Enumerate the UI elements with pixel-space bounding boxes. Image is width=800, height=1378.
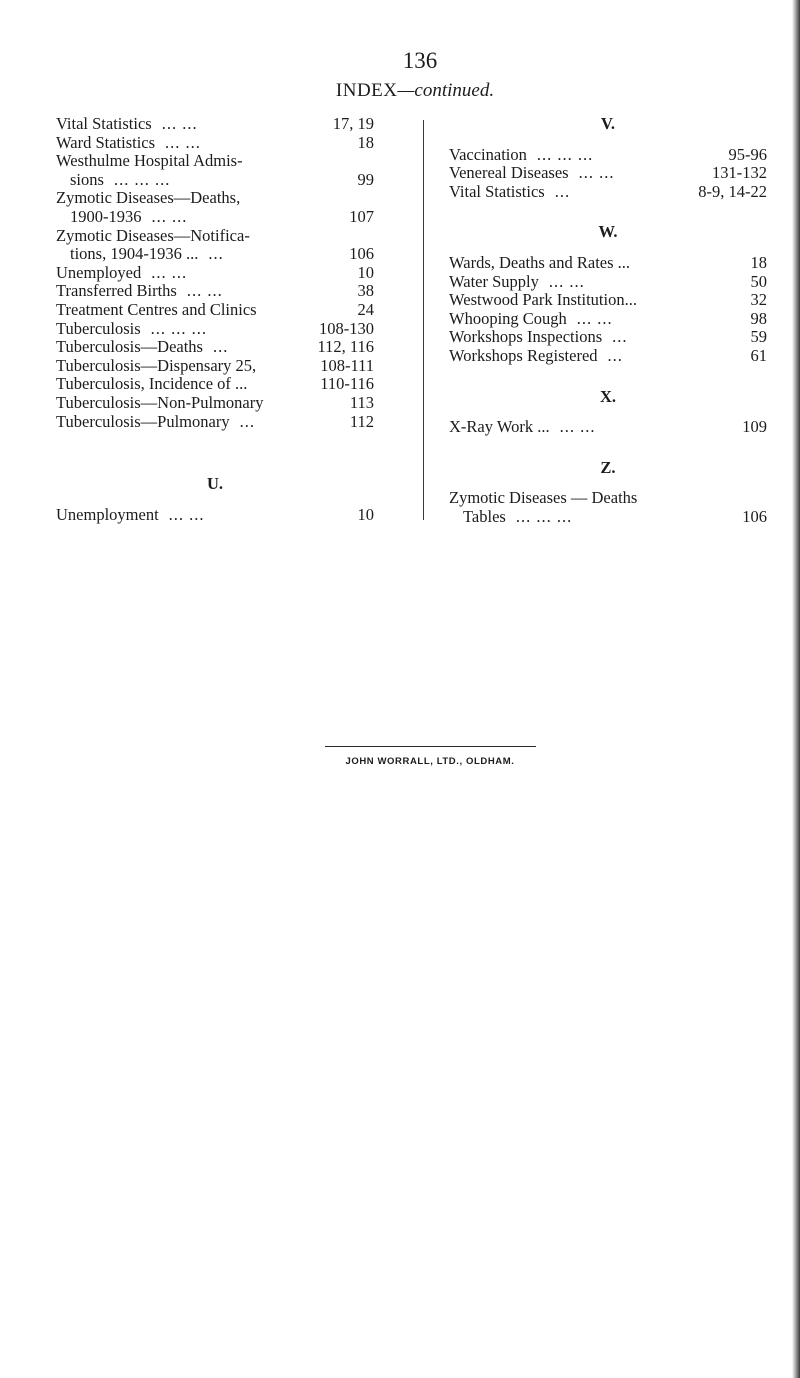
index-entry xyxy=(449,146,767,165)
index-entry-pages: 18 xyxy=(357,132,374,152)
index-entry-label: Water Supply xyxy=(449,271,539,291)
index-entry-first-line xyxy=(56,227,374,246)
index-entry-pages: 95-96 xyxy=(728,144,767,164)
section-letter: W. xyxy=(598,222,618,242)
index-entry-continuation-text: sions xyxy=(70,169,104,189)
index-entry-leader-dots: ... ... xyxy=(165,132,201,152)
index-entry-continuation xyxy=(56,171,374,190)
index-entry xyxy=(449,164,767,183)
index-entry-pages: 10 xyxy=(357,504,374,524)
index-entry xyxy=(56,301,374,320)
index-entry xyxy=(56,282,374,301)
index-entry-leader-dots: ... ... xyxy=(161,114,198,133)
index-entry-label: Venereal Diseases xyxy=(449,163,569,183)
index-entry-label: Vaccination xyxy=(449,144,527,164)
index-entry-first-line xyxy=(56,189,374,208)
index-title-main: INDEX xyxy=(335,80,398,101)
section-letter: X. xyxy=(599,386,617,406)
index-entry-pages: 112 xyxy=(349,411,374,431)
index-entry xyxy=(56,115,374,134)
index-entry-pages: 110-116 xyxy=(320,374,374,394)
index-entry xyxy=(56,134,374,153)
index-entry-leader-dots: ... xyxy=(239,411,255,431)
index-entry xyxy=(56,506,374,525)
index-entry-continuation xyxy=(56,245,374,264)
index-entry-pages: 98 xyxy=(750,308,767,328)
index-entry-leader-dots: ... ... xyxy=(559,417,596,437)
index-entry-label: Workshops Inspections xyxy=(449,327,603,347)
index-entry-first-line xyxy=(449,489,767,508)
section-letter: V. xyxy=(601,114,615,133)
index-entry-label: Whooping Cough xyxy=(449,308,567,328)
index-entry-pages: 112, 116 xyxy=(317,337,374,357)
index-entry-pages: 99 xyxy=(357,169,374,189)
index-entry-pages: 38 xyxy=(357,281,374,301)
index-entry-leader-dots: ... xyxy=(607,345,623,365)
index-entry-label: Tuberculosis—Dispensary 25, xyxy=(56,355,257,375)
left-index-column xyxy=(56,115,374,524)
index-entry-pages: 108-111 xyxy=(320,355,374,375)
index-entry xyxy=(449,418,767,437)
index-entry xyxy=(56,320,374,339)
index-title-suffix: —continued. xyxy=(397,80,495,101)
index-entry-label: Unemployment xyxy=(56,504,159,524)
index-entry-continuation-text: tions, 1904-1936 ... xyxy=(70,244,199,264)
index-entry xyxy=(56,338,374,357)
index-entry xyxy=(56,394,374,413)
index-entry-continuation xyxy=(56,208,374,227)
section-spacer xyxy=(56,494,374,506)
page-number: 136 xyxy=(402,48,438,73)
index-entry xyxy=(56,357,374,376)
page-edge-shadow xyxy=(792,0,800,1378)
index-entry-pages: 32 xyxy=(750,290,767,310)
index-entry-label: Workshops Registered xyxy=(449,345,598,365)
index-entry-pages: 113 xyxy=(349,392,374,412)
index-entry-leader-dots: ... ... xyxy=(151,206,188,226)
index-entry-label: Vital Statistics xyxy=(449,181,545,201)
index-entry-label: Vital Statistics xyxy=(56,114,152,133)
index-entry xyxy=(56,375,374,394)
index-entry-leader-dots: ... ... xyxy=(186,281,223,301)
index-entry-continuation-text: 1900-1936 xyxy=(70,206,142,226)
index-entry-leader-dots: ... ... xyxy=(548,271,585,291)
index-entry-leader-dots: ... ... xyxy=(168,504,205,524)
index-entry-pages: 24 xyxy=(357,299,374,319)
index-entry-label: X-Ray Work ... xyxy=(449,417,550,437)
index-entry-label: Tuberculosis xyxy=(56,318,141,338)
index-entry-label: Tuberculosis—Pulmonary xyxy=(56,411,230,431)
right-index-column xyxy=(449,115,767,527)
index-entry xyxy=(449,273,767,292)
section-spacer xyxy=(449,437,767,459)
index-entry-first-line xyxy=(56,152,374,171)
index-entry-label: Treatment Centres and Clinics xyxy=(56,299,257,319)
index-entry-leader-dots: ... xyxy=(208,244,224,264)
index-entry-label: Tuberculosis—Deaths xyxy=(56,337,203,357)
index-entry-label: Tuberculosis—Non-Pulmonary xyxy=(56,392,264,412)
index-entry-pages: 18 xyxy=(750,252,767,272)
index-entry-pages: 10 xyxy=(357,262,374,282)
index-entry-pages: 108-130 xyxy=(319,318,374,338)
index-entry-pages: 8-9, 14-22 xyxy=(698,181,767,201)
index-entry xyxy=(449,328,767,347)
index-entry-label: Unemployed xyxy=(56,262,142,282)
index-entry-pages: 109 xyxy=(742,417,767,437)
index-entry-pages: 59 xyxy=(750,327,767,347)
index-entry-label: Zymotic Diseases — Deaths xyxy=(449,488,638,508)
index-entry xyxy=(449,347,767,366)
section-letter: U. xyxy=(206,474,224,494)
index-entry xyxy=(449,310,767,329)
index-entry-label: Tuberculosis, Incidence of ... xyxy=(56,374,248,394)
index-entry-continuation xyxy=(449,508,767,527)
index-entry-pages: 17, 19 xyxy=(332,114,374,133)
index-entry-leader-dots: ... ... xyxy=(151,262,188,282)
index-entry-pages: 61 xyxy=(750,345,767,365)
index-entry-pages: 50 xyxy=(750,271,767,291)
section-spacer xyxy=(449,134,767,146)
index-entry-label: Westwood Park Institution... xyxy=(449,290,637,310)
index-entry-pages: 106 xyxy=(349,244,374,264)
index-entry-pages: 106 xyxy=(742,506,767,526)
index-entry xyxy=(56,264,374,283)
section-spacer xyxy=(56,431,374,475)
index-entry-label: Westhulme Hospital Admis- xyxy=(56,151,243,171)
index-entry-leader-dots: ... ... xyxy=(576,308,613,328)
index-entry-pages: 131-132 xyxy=(712,163,767,183)
index-entry xyxy=(449,183,767,202)
index-entry xyxy=(449,254,767,273)
index-entry-label: Ward Statistics xyxy=(56,132,156,152)
index-entry-label: Transferred Births xyxy=(56,281,177,301)
index-entry-leader-dots: ... ... ... xyxy=(536,144,594,164)
section-letter: Z. xyxy=(600,457,616,477)
index-entry-continuation-text: Tables xyxy=(463,506,506,526)
printer-imprint: JOHN WORRALL, LTD., OLDHAM. xyxy=(345,756,515,767)
footer-rule xyxy=(325,746,536,747)
index-entry-leader-dots: ... xyxy=(554,181,571,201)
index-entry-leader-dots: ... xyxy=(612,327,628,347)
index-entry-leader-dots: ... ... ... xyxy=(113,169,171,189)
index-entry xyxy=(449,291,767,310)
index-entry-leader-dots: ... ... xyxy=(578,163,615,183)
index-entry-label: Wards, Deaths and Rates ... xyxy=(449,252,631,272)
index-entry-leader-dots: ... ... ... xyxy=(150,318,208,338)
section-spacer xyxy=(449,366,767,388)
index-entry-leader-dots: ... xyxy=(212,337,229,357)
index-entry-label: Zymotic Diseases—Notifica- xyxy=(56,225,250,245)
section-spacer xyxy=(449,201,767,223)
index-entry xyxy=(56,413,374,432)
index-title xyxy=(0,80,800,102)
column-divider xyxy=(423,120,424,520)
index-entry-label: Zymotic Diseases—Deaths, xyxy=(56,188,241,208)
index-entry-pages: 107 xyxy=(349,206,374,226)
index-entry-leader-dots: ... ... ... xyxy=(515,506,573,526)
